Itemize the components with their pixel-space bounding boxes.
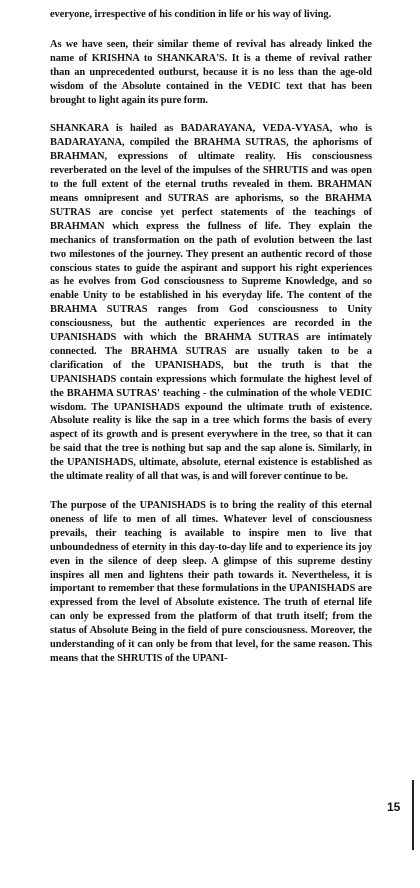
page-body [50,8,372,681]
paragraph-4: The purpose of the UPANISHADS is to bring the reality of this eternal oneness of life to men of all times. Whatever level of consciousness prevails, their teaching is available to inspire men to live that unboundedness of eternity in this day-to-day life and to experience its joy even in the silence of deep sleep. A glimpse of this supreme destiny inspires all men and lightens their path towards it. Nevertheless, it is important to remember that these formulations in the UPANISHADS are expressed from the level of Absolute existence. The truth of eternal life can only be expressed from the platform of that truth itself; from the status of Absolute Being in the field of pure consciousness. Moreover, the understanding of it can only be from that level, for the same reason. This means that the SHRUTIS of the UPANI- [50,500,372,664]
paragraph-1: everyone, irrespective of his condition in life or his way of living. [50,9,332,20]
paragraph-2: As we have seen, their similar theme of revival has already linked the name of KRISHNA to SHANKARA'S. It is a theme of revival rather than an unprecedented outburst, because it is no less than the age-old wisdom of the Absolute contained in the VEDIC text that has been brought to light again its pure form. [50,38,372,106]
paragraph-3: SHANKARA is hailed as BADARAYANA, VEDA-VYASA, who is BADARAYANA, compiled the BRAHMA SUTRAS, the aphorisms of BRAHMAN, expressions of ultimate reality. His consciousness reverberated on the level of the impulses of the SHRUTIS and was open to the full extent of the eternal truths revealed in them. BRAHMAN means omnipresent and SUTRAS are aphorisms, so the BRAHMA SUTRAS are concise yet perfect statements of the teachings of BRAHMAN which express the fullness of life. They explain the mechanics of transformation on the path of evolution between the last two milestones of the journey. They present an authentic record of those conscious states to guide the aspirant and support his right experiences as he evolves from God consciousness to Supreme Knowledge, and so enable Unity to be established in his everyday life. The content of the BRAHMA SUTRAS ranges from God consciousness to Unity consciousness, but the authentic experiences are recorded in the UPANISHADS with which the BRAHMA SUTRAS are intimately connected. The BRAHMA SUTRAS are usually taken to be a clarification of the UPANISHADS, but the truth is that the UPANISHADS contain expressions which formulate the highest level of the BRAHMA SUTRAS' teaching - the culmination of the whole VEDIC wisdom. The UPANISHADS expound the ultimate truth of existence. Absolute reality is like the sap in a tree which forms the basis of every aspect of its growth and is present everywhere in the tree, so that it can be said that the tree is nothing but sap and the sap alone is. Similarly, in the UPANISHADS, ultimate, absolute, eternal existence is established as the ultimate reality of all that was, is and will forever continue to be. [50,123,372,483]
page-number: 15 [387,800,401,814]
page-edge-shadow [412,780,414,850]
